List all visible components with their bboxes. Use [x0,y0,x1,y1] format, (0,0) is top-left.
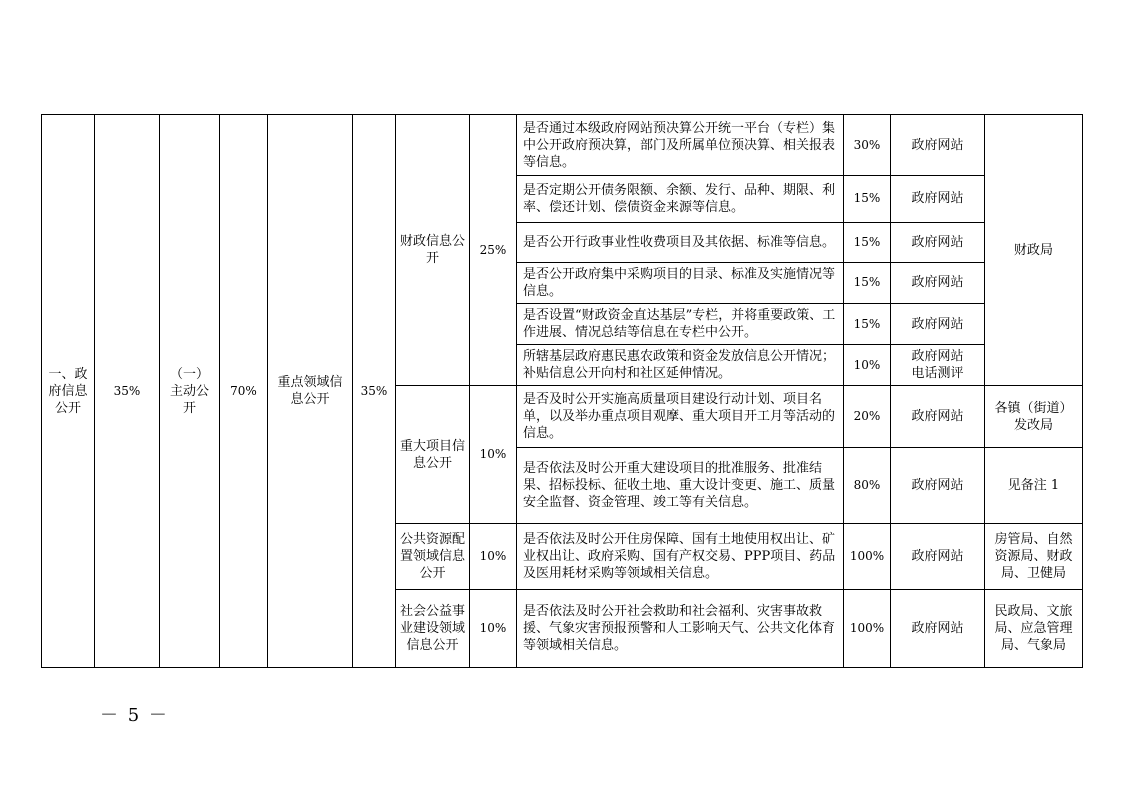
group-name-cell [396,386,470,524]
level3-name: 重点领域信息公开 [277,375,343,407]
item-text: 是否定期公开债务限额、余额、发行、品种、期限、利率、偿还计划、偿债资金来源等信息。 [517,176,844,222]
item-percent: 20% [844,386,891,447]
item-method: 政府网站 [891,589,985,667]
group-weight: 25% [479,242,507,257]
item-method: 政府网站 [891,115,985,176]
level3-weight-cell [353,115,396,668]
item-text: 是否通过本级政府网站预决算公开统一平台（专栏）集中公开政府预决算，部门及所属单位预决算、相关报表等信息。 [517,115,844,176]
table-row [42,115,1083,176]
item-text: 是否设置“财政资金直达基层”专栏，并将重要政策、工作进展、情况总结等信息在专栏中公开。 [517,304,844,345]
group-weight-cell [470,386,517,524]
group-name: 公共资源配置领域信息公开 [400,531,466,581]
evaluation-table [41,114,1083,668]
level2-weight: 70% [230,383,257,398]
level2-weight-cell [220,115,268,668]
level3-weight: 35% [360,383,388,398]
group-name-cell [396,524,470,589]
level1-name: 一、政府信息公开 [48,366,88,416]
group-name: 社会公益事业建设领域信息公开 [400,603,466,653]
group-weight-cell [470,524,517,589]
group-weight: 10% [479,548,507,563]
responsible-unit: 各镇（街道）发改局 [985,386,1083,447]
level2-indicator-cell [160,115,220,668]
item-text: 是否公开行政事业性收费项目及其依据、标准等信息。 [517,222,844,262]
page-number: － 5 － [100,705,169,726]
level1-weight: 35% [113,383,141,398]
item-percent: 30% [844,115,891,176]
item-method: 政府网站 [891,304,985,345]
group-name: 重大项目信息公开 [400,438,466,471]
item-method: 政府网站 [891,262,985,303]
group-name-cell [396,589,470,667]
item-text: 是否依法及时公开社会救助和社会福利、灾害事故救援、气象灾害预报预警和人工影响天气、公共文化体育等领域相关信息。 [517,589,844,667]
group-name: 财政信息公开 [400,234,466,267]
item-method: 政府网站 [891,447,985,523]
item-percent: 10% [844,345,891,386]
responsible-unit: 房管局、自然资源局、财政局、卫健局 [985,524,1083,589]
item-text: 是否依法及时公开住房保障、国有土地使用权出让、矿业权出让、政府采购、国有产权交易、PPP项目、药品及医用耗材采购等领域相关信息。 [517,524,844,589]
responsible-cell [985,115,1083,386]
group-weight: 10% [479,447,507,462]
item-text: 是否依法及时公开重大建设项目的批准服务、批准结果、招标投标、征收土地、重大设计变更、施工、质量安全监督、资金管理、竣工等有关信息。 [517,447,844,523]
item-method: 政府网站 [891,386,985,447]
item-percent: 15% [844,262,891,303]
group-weight: 10% [479,620,507,635]
item-method: 政府网站 [891,524,985,589]
group-weight-cell [470,589,517,667]
responsible-unit: 民政局、文旅局、应急管理局、气象局 [985,589,1083,667]
item-method: 政府网站 电话测评 [891,345,985,386]
level1-indicator-cell [42,115,95,668]
item-method: 政府网站 [891,176,985,222]
item-text: 所辖基层政府惠民惠农政策和资金发放信息公开情况；补贴信息公开向村和社区延伸情况。 [517,345,844,386]
level3-indicator-cell [268,115,353,668]
level1-weight-cell [95,115,160,668]
level2-name: （一）主动公开 [169,366,209,416]
item-percent: 100% [844,589,891,667]
item-percent: 15% [844,222,891,262]
item-text: 是否公开政府集中采购项目的目录、标准及实施情况等信息。 [517,262,844,303]
responsible-unit: 财政局 [1013,242,1053,258]
group-weight-cell [470,115,517,386]
item-percent: 80% [844,447,891,523]
item-method: 政府网站 [891,222,985,262]
group-name-cell [396,115,470,386]
responsible-unit: 见备注 1 [985,447,1083,523]
item-percent: 15% [844,304,891,345]
item-percent: 15% [844,176,891,222]
item-percent: 100% [844,524,891,589]
item-text: 是否及时公开实施高质量项目建设行动计划、项目名单，以及举办重点项目观摩、重大项目开工月等活动的信息。 [517,386,844,447]
